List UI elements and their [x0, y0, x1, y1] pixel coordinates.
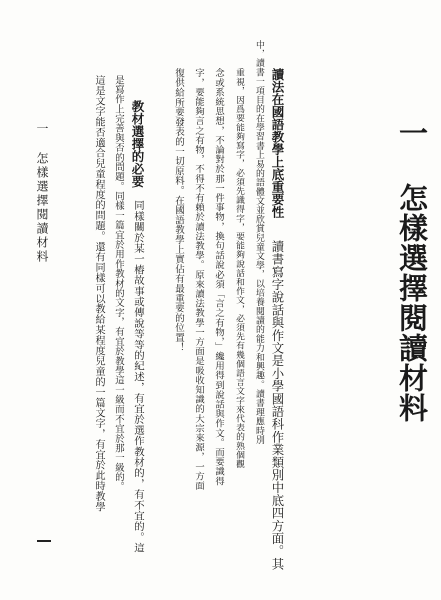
paragraph-line-7: 同樣關於某一樁故事或傳說等等的紀述，有宜於選作教材的，有不宜的。這	[132, 200, 144, 554]
running-head: 一 怎樣選擇閱讀材料	[35, 122, 49, 264]
paragraph-line-4: 念或系統思想，不論對於那一件事物，換句話說必須「言之有物，」纔用得到說話與作文。而要識得	[213, 68, 224, 486]
paragraph-line-6: 復供給所要發表的一切原料。在國語教學上實佔有最重要的位置！	[173, 68, 184, 353]
paragraph-line-9: 這是文字能否適合兒童程度的問題。還有同樣可以教給某程度兒童的一篇文字，有宜於此時教學	[93, 75, 104, 512]
paragraph-line-8: 是寫作上完善與否的問題。同樣一篇宜於用作教材的文字，有宜於教學這一級而不宜於那一級的。	[113, 75, 124, 492]
section-heading-reading-importance: 讀法在國語教學上底重要性	[270, 68, 285, 218]
paragraph-line-5: 字，要能夠言之有物，不得不有賴於讀法教學。原來讀法教學一方面是吸收知識的大宗來源，一方面	[193, 68, 204, 491]
paragraph-line-2: 中，讀書一項目的在學習書上易的語體文並欣賞兒童文學，以培養閱讀的能力和興趣。讀書理應時別	[254, 40, 264, 445]
paragraph-line-3: 重視，因爲要能夠寫字，必須先識得字，要能夠說話和作文，必須先有幾個語言文字來代表的熟個觀	[234, 68, 244, 469]
paragraph-line-1: 讀書寫字說話與作文是小學國語科作業類別中底四方面。其	[270, 240, 285, 571]
chapter-title: 一 怎樣選擇閱讀材料	[395, 118, 429, 423]
folio-mark	[37, 540, 51, 542]
section-heading-material-selection: 教材選擇的必要	[130, 100, 145, 188]
